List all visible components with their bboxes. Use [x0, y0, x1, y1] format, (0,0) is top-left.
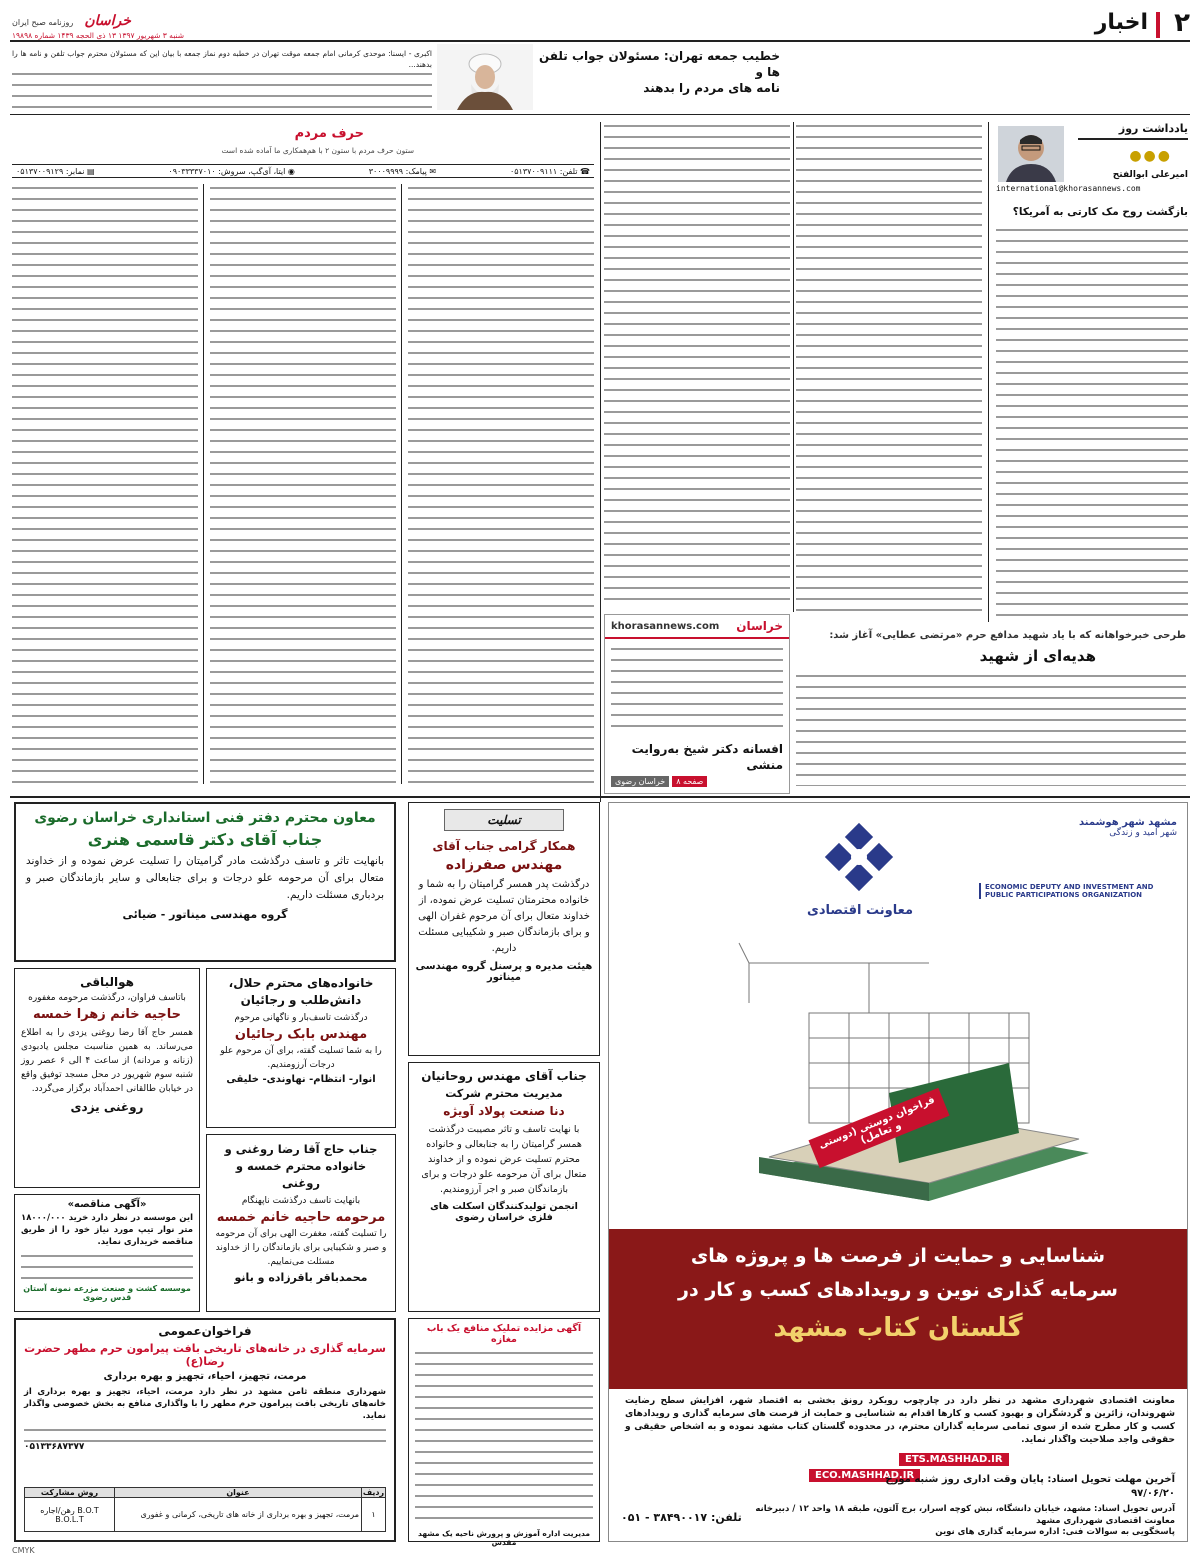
colleague-body: درگذشت پدر همسر گرامیتان را به شما و خانواده محترمتان تسلیت عرض نموده، از خداوند متعال برای آن مرحوم غفران الهی و برای بازماندگان صبر و شکیبایی مسئلت داریم. [418, 879, 590, 954]
contact-fax[interactable] [16, 167, 95, 176]
bottom-news-headline: هدیه‌ای از شهید [979, 647, 1096, 665]
masthead-logo: خراسان [84, 13, 131, 29]
call-table-cell-method: رهن/اجاره B.O.T B.O.L.T [25, 1498, 115, 1532]
condolence-rajaeian [206, 968, 396, 1128]
hovalbaghi-text: همسر حاج آقا رضا روغنی یزدی را به اطلاع می‌رساند. به همین مناسبت مجلس یادبودی (زنانه و مردانه) از ساعت ۴ الی ۶ عصر روز شنبه سوم شهریور در محل مسجد توفیق واقع در خیابان طالقانی احمدآباد برگزار می‌گردد. [21, 1028, 194, 1094]
ghasemi-body: بانهایت تاثر و تاسف درگذشت مادر گرامیتان را تسلیت عرض نموده و از خداوند متعال برای آن مرحومه علو درجات و برای جنابعالی و سایر بازماندگان صبر و بردباری مسئلت داریم. [26, 855, 384, 901]
call-title: سرمایه گذاری در خانه‌های تاریخی بافت پیرامون حرم مطهر حضرت رضا(ع) [24, 1342, 386, 1368]
tender-label: «آگهی مناقصه» [67, 1199, 147, 1210]
apps-label: ایتا، آی‌گپ، سروش: [218, 166, 286, 176]
muni-illustration [689, 943, 1109, 1203]
tender-ad [14, 1194, 200, 1312]
issue-line: شنبه ۳ شهریور ۱۳۹۷ ۱۳ ذی الحجه ۱۴۳۹ شماره ۱۹۸۹۸ [12, 31, 185, 40]
promo-page: صفحه ۸ [672, 776, 707, 787]
call-extra [24, 1426, 386, 1442]
article-col-2 [796, 122, 982, 616]
muni-logo-icon [819, 823, 899, 899]
lead-headline-line1: خطیب جمعه تهران: مسئولان جواب تلفن ها و [538, 49, 780, 79]
muni-address: آدرس تحویل اسناد: مشهد، خیابان دانشگاه، نبش کوچه اسرار، برج آلتون، طبقه ۱۸ واحد ۱۲ / دبیرخانه معاونت اقتصادی شهرداری مشهد [755, 1504, 1175, 1526]
main-divider [10, 796, 1190, 798]
tender-body [21, 1252, 193, 1282]
ghasemi-name: جناب آقای دکتر قاسمی هنری [87, 830, 323, 849]
muni-top2: شهر امید و زندگی [1109, 828, 1177, 838]
rohanian-company: دنا صنعت پولاد آویژه [443, 1104, 565, 1118]
public-call-ad [14, 1318, 396, 1542]
promo-box[interactable] [604, 614, 790, 794]
tender-sign: موسسه کشت و صنعت مزرعه نمونه آستان قدس رضوی [23, 1284, 191, 1302]
families-sign: انوار- انتظام- نهاوندی- خلیقی [226, 1074, 376, 1085]
people-col-2 [210, 184, 396, 784]
imam-photo [437, 44, 533, 110]
promo-title: افسانه دکتر شیخ‌ به‌روایت منشی [631, 742, 783, 772]
auction-sign: مدیریت اداره آموزش و پرورش ناحیه یک مشهد مقدس [418, 1529, 590, 1547]
call-label: فراخوان‌عمومی [158, 1324, 252, 1338]
call-body: شهرداری منطقه ثامن مشهد در نظر دارد مرمت، احیاء، تجهیز و بهره برداری از خانه‌های تاریخی بافت پیرامون حرم مطهر را با واگذاری منافع به بخش خصوصی واگذار نماید. [24, 1387, 386, 1421]
lead-headline-line2: نامه های مردم را بدهند [643, 81, 780, 95]
hovalbaghi-sign: روغنی یزدی [70, 1100, 144, 1114]
lead-rule [10, 114, 1190, 115]
memo-author: امیرعلی ابوالفتح [1112, 170, 1188, 180]
memo-label: یادداشت روز [1078, 122, 1188, 140]
colleague-sign: هیئت مدیره و پرسنل گروه مهندسی میناتور [415, 961, 593, 983]
muni-contact: پاسخگویی به سوالات فنی: اداره سرمایه گذاری های نوین [935, 1527, 1175, 1537]
auction-body [415, 1349, 593, 1525]
header-rule [10, 40, 1190, 42]
rohanian-sub: مدیریت محترم شرکت [445, 1087, 563, 1100]
phone-label: تلفن: [559, 166, 578, 176]
people-title: حرف مردم [294, 126, 364, 141]
families-text: را به شما تسلیت گفته، برای آن مرحوم علو درجات آرزومندیم. [220, 1046, 382, 1070]
masthead-subtitle: روزنامه صبح ایران [12, 18, 74, 27]
people-subtitle: ستون حرف مردم با ستون ۲ با هم‌همکاری ما آماده شده است [221, 146, 414, 155]
phone-value: ۰۵۱۳۷۰۰۹۱۱۱ [509, 166, 558, 176]
fax-value: ۰۵۱۳۷۰۰۹۱۲۹ [16, 166, 64, 176]
haj-sign: محمدباقر باقرزاده و بانو [234, 1271, 368, 1284]
call-table-cell-title: مرمت، تجهیز و بهره برداری از خانه های تاریخی، کرمانی و غفوری [115, 1498, 362, 1532]
muni-headline2: سرمایه گذاری نوین و رویدادهای کسب و کار در [678, 1279, 1118, 1301]
muni-phone: تلفن: ۳۸۴۹۰۰۱۷ - ۰۵۱ [621, 1511, 742, 1524]
haj-text: را تسلیت گفته، مغفرت الهی برای آن مرحومه و صبر و شکیبایی برای بازماندگان را از خداوند مسئلت می‌نماییم. [215, 1229, 387, 1267]
contact-apps[interactable] [168, 167, 294, 176]
author-photo [998, 126, 1064, 182]
memo-email: international@khorasannews.com [996, 184, 1141, 193]
fax-icon: ▤ [86, 166, 95, 176]
bottom-news-kicker: طرحی خبرخواهانه که با یاد شهید مدافع حرم «مرتضی عطایی» آغاز شد: [829, 630, 1186, 641]
auction-title: آگهی مزایده تملیک منافع یک باب مغازه [426, 1323, 582, 1345]
contact-sms[interactable] [369, 167, 436, 176]
promo-tag: خراسان رضوی [611, 776, 669, 787]
call-table-header-title: عنوان [115, 1488, 362, 1498]
lead-headline [530, 48, 780, 96]
families-body: درگذشت تاسف‌بار و ناگهانی مرحوم [234, 1013, 368, 1023]
muni-headline3: گلستان کتاب مشهد [773, 1313, 1023, 1343]
colleague-name: مهندس صفرزاده [445, 857, 563, 873]
muni-book-label: فراخوان دوستی (دوستی و تعامل) [808, 1088, 949, 1168]
memo-body [996, 226, 1188, 620]
people-rule-2 [203, 184, 204, 784]
condolence-khamseh [14, 968, 200, 1188]
auction-ad [408, 1318, 600, 1547]
municipality-ad[interactable] [608, 802, 1188, 1542]
haj-name: مرحومه حاجیه خانم خمسه [216, 1210, 386, 1225]
call-phone: ۰۵۱۳۳۶۸۷۳۷۷ [24, 1442, 85, 1452]
masthead [12, 10, 242, 38]
hovalbaghi-title: هوالباقی [80, 975, 134, 989]
tender-text: این موسسه در نظر دارد خرید ۱۸۰۰۰/۰۰۰ متر نوار تیپ مورد نیاز خود را از طریق مناقصه خریداری نماید. [21, 1213, 193, 1247]
muni-body: معاونت اقتصادی شهرداری مشهد در نظر دارد در چارچوب رویکرد رونق بخشی به اقتصاد شهر، افزایش سطح رضایت شهروندان، زائرین و گردشگران و بهبود کسب و کارها اقدام به شناسایی و حمایت از فرصت های سرمایه گذاری و رویدادهای کسب و کار مطرح شده از سوی تمامی سرمایه گذاران محترم، در محدوده گلستان کتاب مشهد نموده و به اشخاص حقیقی و حقوقی واجد صلاحیت واگذار نماید. [625, 1396, 1175, 1445]
muni-headline1: شناسایی و حمایت از فرصت ها و پروژه های [690, 1245, 1106, 1267]
people-col-1 [408, 184, 594, 784]
promo-text [611, 645, 783, 735]
hovalbaghi-name: حاجیه خانم زهرا خمسه [33, 1007, 181, 1022]
call-table [24, 1487, 386, 1532]
muni-top1: مشهد شهر هوشمند [1079, 817, 1177, 828]
contact-phone[interactable] [510, 167, 590, 176]
lead-text: اکبری - ایسنا: موحدی کرمانی امام جمعه موقت تهران در خطبه دوم نماز جمعه با بیان این که مسئولان محترم جواب تلفن و نامه ها را بدهند... [12, 49, 432, 69]
promo-logo: خراسان [736, 619, 783, 633]
muni-headline-band [609, 1229, 1187, 1389]
page-number: ۲ [1174, 8, 1190, 38]
memo-headline: بازگشت روح مک کارتی به آمریکا؟ [1012, 206, 1188, 218]
bottom-news [796, 630, 1186, 790]
section-marker [1156, 12, 1160, 38]
memo-dots: ●●● [1129, 148, 1172, 164]
people-col-3 [12, 184, 198, 784]
fax-label: نمابر: [65, 166, 85, 176]
article-col-3 [604, 122, 790, 602]
people-section [12, 122, 594, 784]
call-sub: مرمت، تجهیز، احیاء، تجهیز و بهره برداری [103, 1371, 307, 1382]
chat-icon: ◉ [287, 166, 295, 176]
tasliat-label: تسلیت [444, 809, 564, 831]
muni-org-fa: معاونت اقتصادی [806, 903, 914, 918]
col-rule-1 [988, 122, 989, 622]
call-table-header-method: روش مشارکت [25, 1488, 115, 1498]
call-table-header-row: ردیف [362, 1488, 385, 1497]
rohanian-title: جناب آقای مهندس روحانیان [421, 1069, 587, 1083]
apps-value: ۰۹۰۳۳۳۳۷۰۱۰ [168, 166, 216, 176]
phone-icon: ☎ [580, 166, 590, 176]
footer-cmyk: CMYK [12, 1546, 35, 1555]
ghasemi-title: معاون محترم دفتر فنی استانداری خراسان رضوی [34, 810, 376, 826]
ghasemi-sign: گروه مهندسی میناتور - ضیائی [122, 908, 288, 921]
sms-icon: ✉ [429, 166, 437, 176]
muni-header [877, 817, 1177, 838]
people-contact-bar [12, 164, 594, 178]
families-name: مهندس بابک رجائیان [234, 1027, 368, 1042]
haj-title: جناب حاج آقا رضا روغنی و خانواده محترم خمسه و روغنی [224, 1142, 378, 1190]
colleague-title: همکار گرامی جناب آقای [432, 839, 576, 853]
memo-column [996, 122, 1188, 622]
hovalbaghi-intro: باتاسف فراوان، درگذشت مرحومه مغفوره [28, 993, 186, 1003]
muni-web1[interactable]: ETS.MASHHAD.IR [899, 1453, 1009, 1466]
call-table-cell-row: ۱ [362, 1498, 386, 1532]
muni-deadline: آخرین مهلت تحویل اسناد: پایان وقت اداری روز شنبه مورخ ۹۷/۰۶/۲۰ [885, 1474, 1175, 1499]
section-title: اخبار [1094, 10, 1148, 35]
rohanian-sign: انجمن تولیدکنندگان اسکلت های فلزی خراسان رضوی [430, 1201, 578, 1223]
promo-bar [605, 615, 789, 639]
people-rule-1 [401, 184, 402, 784]
col-rule-2 [793, 122, 794, 612]
condolence-roghani [206, 1134, 396, 1312]
condolence-ghasemi [14, 802, 396, 962]
muni-web2[interactable]: ECO.MASHHAD.IR [809, 1469, 920, 1482]
sms-label: پیامک: [405, 166, 427, 176]
bottom-news-body [796, 672, 1186, 786]
condolence-rohanian [408, 1062, 600, 1312]
muni-org-en: ECONOMIC DEPUTY AND INVESTMENT AND PUBLIC PARTICIPATIONS ORGANIZATION [979, 883, 1169, 899]
rohanian-body: با نهایت تاسف و تاثر مصیبت درگذشت همسر گرامیتان را به جنابعالی و خانواده محترم تسلیت عرض نموده و از خداوند متعال برای آن مرحومه علو درجات و برای بازماندگان صبر و اجر آرزومندیم. [421, 1124, 587, 1195]
condolence-safarzadeh [408, 802, 600, 1056]
haj-body: بانهایت تاسف درگذشت ناپهنگام [241, 1196, 361, 1206]
families-title: خانواده‌های محترم حلال، دانش‌طلب و رجائیان [228, 976, 374, 1007]
col-rule-3 [600, 122, 601, 802]
sms-value: ۳۰۰۰۹۹۹۹ [368, 166, 404, 176]
promo-site: khorasannews.com [611, 620, 720, 632]
